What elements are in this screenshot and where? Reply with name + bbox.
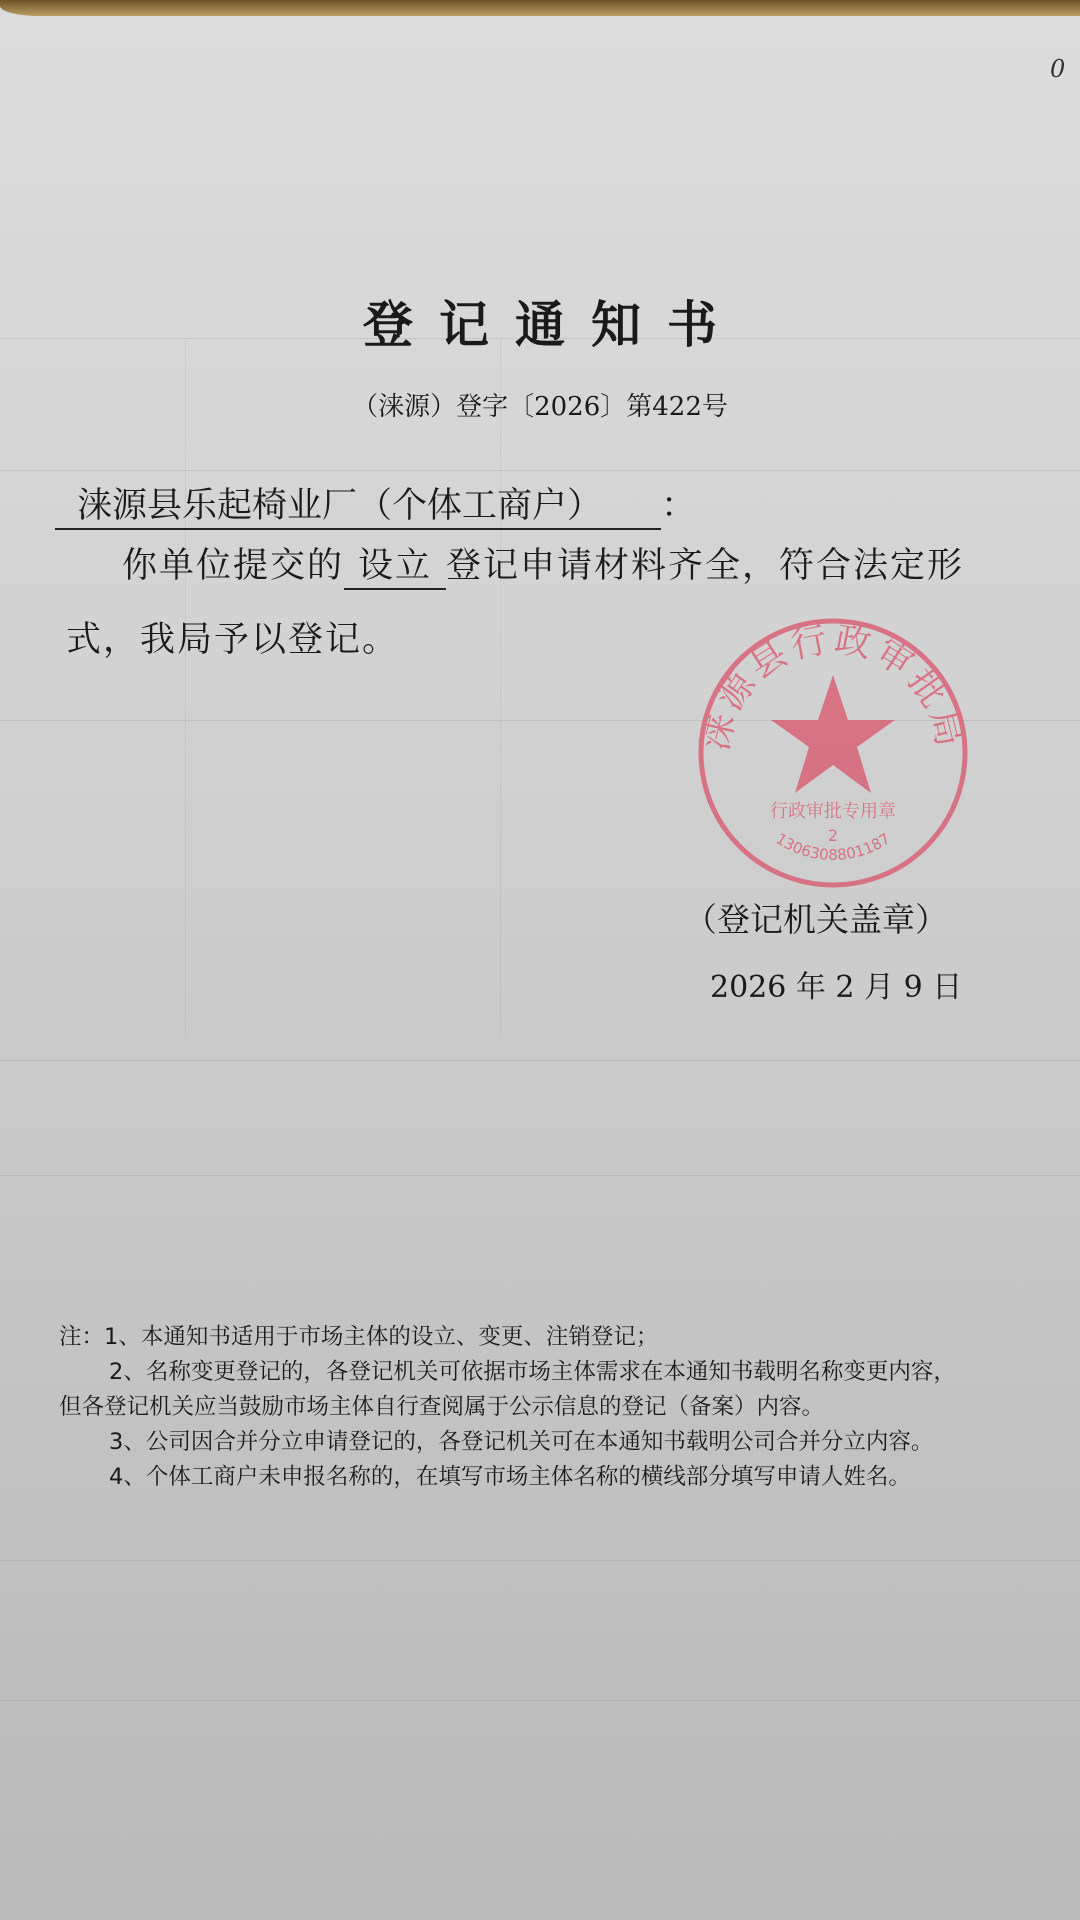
show-through-line — [0, 1175, 1080, 1176]
seal-sub-text: 行政审批专用章 — [770, 801, 896, 822]
desk-edge — [0, 0, 1080, 16]
note-4: 4、个体工商户未申报名称的，在填写市场主体名称的横线部分填写申请人姓名。 — [109, 1464, 911, 1490]
official-seal — [695, 615, 971, 891]
show-through-line — [500, 338, 501, 1038]
note-3: 3、公司因合并分立申请登记的，各登记机关可在本通知书载明公司合并分立内容。 — [109, 1429, 934, 1455]
show-through-line — [0, 470, 1080, 471]
seal-org-name: 涞源县行政审批局 — [695, 618, 971, 755]
addressee-name: 涞源县乐起椅业厂（个体工商户） — [55, 478, 661, 530]
body-line-1 — [122, 538, 964, 590]
show-through-line — [0, 1700, 1080, 1701]
corner-mark: 0 — [1050, 55, 1066, 83]
seal-star-icon — [771, 675, 895, 793]
body-suffix: 登记申请材料齐全，符合法定形 — [446, 546, 965, 586]
seal-code: 1306308801187 — [772, 829, 894, 864]
seal-number: 2 — [827, 826, 839, 845]
issue-date: 2026 年 2 月 9 日 — [710, 970, 963, 1005]
document-title: 登记通知书 — [363, 296, 743, 354]
registration-type: 设立 — [344, 538, 446, 590]
notes — [59, 1320, 956, 1495]
addressee-colon: ： — [661, 486, 697, 526]
addressee — [55, 478, 696, 530]
note-2: 2、名称变更登记的，各登记机关可依据市场主体需求在本通知书载明名称变更内容， — [109, 1359, 956, 1385]
seal-note: （登记机关盖章） — [684, 900, 948, 939]
note-2-cont: 但各登记机关应当鼓励市场主体自行查阅属于公示信息的登记（备案）内容。 — [59, 1394, 825, 1420]
show-through-line — [185, 338, 186, 1038]
body-line-2: 式，我局予以登记。 — [66, 620, 400, 660]
note-1: 注：1、本通知书适用于市场主体的设立、变更、注销登记； — [59, 1324, 659, 1350]
show-through-line — [0, 1060, 1080, 1061]
show-through-line — [0, 1560, 1080, 1561]
reference-number: （涞源）登字〔2026〕第422号 — [352, 392, 728, 422]
body-prefix: 你单位提交的 — [122, 546, 345, 586]
